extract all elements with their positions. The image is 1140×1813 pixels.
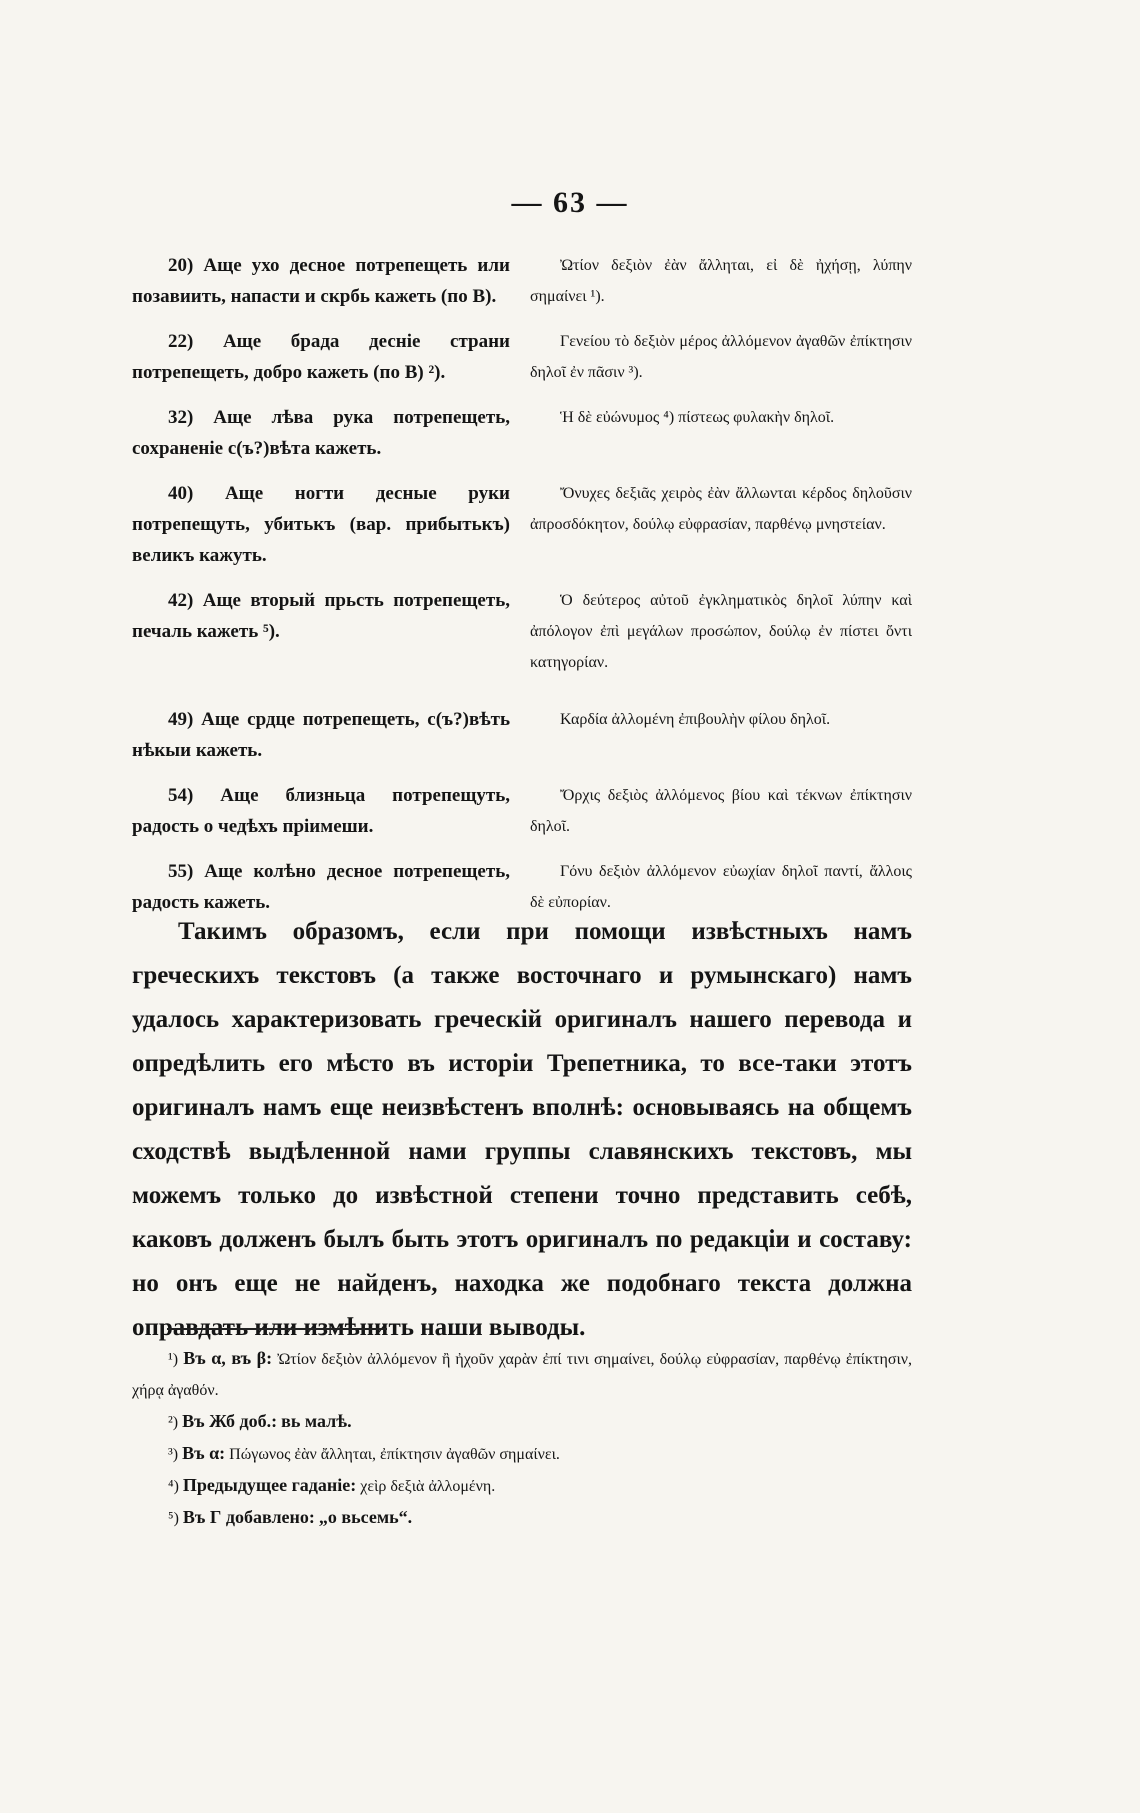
slavonic-entry: 40) Аще ногти десные руки потрепещуть, убитькъ (вар. прибытькъ) великъ кажуть. [132,483,510,566]
parallel-row [132,704,912,766]
footnote-marker: ⁴) [168,1478,179,1495]
parallel-row [132,402,912,464]
footnote-text: χεὶρ δεξιὰ ἀλλομένη. [360,1478,496,1495]
parallel-row [132,585,912,678]
footnote-lead: Въ α, въ β: [183,1348,273,1368]
greek-entry: Ἡ δὲ εὐώνυμος ⁴) πίστεως φυλακὴν δηλοῖ. [560,409,835,426]
footnote-lead: Предыдущее гаданіе: [182,1475,357,1495]
greek-entry: Καρδία ἀλλομένη ἐπιβουλὴν φίλου δηλοῖ. [560,711,831,728]
footnote-marker: ⁵) [168,1510,179,1527]
greek-entry: Ὄνυχες δεξιᾶς χειρὸς ἐὰν ἄλλωνται κέρδος δηλοῦσιν ἀπροσδόκητον, δούλῳ εὐφρασίαν, παρθένῳ μνηστείαν. [530,485,912,533]
footnote-lead: Въ Г добавлено: [182,1507,315,1527]
greek-entry: Ὠτίον δεξιὸν ἐὰν ἄλληται, εἰ δὲ ἠχήσῃ, λύπην σημαίνει ¹). [530,257,912,305]
footnotes [132,1343,912,1534]
parallel-row [132,478,912,571]
greek-entry: Γενείου τὸ δεξιὸν μέρος ἀλλόμενον ἀγαθῶν ἐπίκτησιν δηλοῖ ἐν πᾶσιν ³). [530,333,912,381]
parallel-row [132,250,912,312]
greek-entry: Ὁ δεύτερος αὐτοῦ ἐγκληματικὸς δηλοῖ λύπην καὶ ἀπόλογον ἐπὶ μεγάλων προσώπον, δούλῳ ἐν πίστει ὄντι κατηγορίαν. [530,592,912,671]
footnote-marker: ¹) [168,1351,179,1368]
footnote-text: Πώγωνος ἐὰν ἄλληται, ἐπίκτησιν ἀγαθῶν σημαίνει. [229,1446,560,1463]
footnote [132,1502,912,1534]
footnote [132,1343,912,1406]
footnote [132,1470,912,1502]
footnote-lead: Въ α: [182,1443,226,1463]
main-paragraph: Такимъ образомъ, если при помощи извѣстныхъ намъ греческихъ текстовъ (а также восточнаго и румынскаго) намъ удалось характеризовать греческій оригиналъ нашего перевода и опредѣлить его мѣсто въ исторіи Трепетника, то все-таки этотъ оригиналъ намъ еще неизвѣстенъ вполнѣ: основываясь на общемъ сходствѣ выдѣленной нами группы славянскихъ текстовъ, мы можемъ только до извѣстной степени точно представить себѣ, каковъ долженъ былъ быть этотъ оригиналъ по редакціи и составу: но онъ еще не найденъ, находка же подобнаго текста должна оправдать или измѣнить наши выводы. [132,918,912,1341]
footnote-text: вь малѣ. [281,1411,352,1431]
parallel-row [132,326,912,388]
footnote-text: „о вьсемь“. [318,1507,413,1527]
parallel-row [132,856,912,918]
parallel-row [132,780,912,842]
slavonic-entry: 42) Аще вторый прьсть потрепещеть, печаль кажеть ⁵). [132,590,510,642]
footnote-divider [167,1328,387,1330]
slavonic-entry: 22) Аще брада десніе страни потрепещеть, добро кажеть (по В) ²). [132,331,510,383]
slavonic-entry: 54) Аще близньца потрепещуть, радость о чедѣхъ пріимеши. [132,785,510,837]
page-number: — 63 — [511,186,629,219]
footnote-marker: ³) [168,1446,179,1463]
slavonic-entry: 20) Аще ухо десное потрепещеть или позавиить, напасти и скрбь кажеть (по В). [132,255,510,307]
slavonic-entry: 32) Аще лѣва рука потрепещеть, сохраненіе с(ъ?)вѣта кажеть. [132,407,510,459]
footnote-marker: ²) [168,1414,179,1431]
footnote-text: Ὠτίον δεξιὸν ἀλλόμενον ἢ ἠχοῦν χαρὰν ἐπί τινι σημαίνει, δούλῳ εὐφρασίαν, παρθένῳ ἐπίκτησιν, χήρᾳ ἀγαθόν. [132,1351,913,1399]
slavonic-entry: 55) Аще колѣно десное потрепещеть, радость кажеть. [132,861,510,913]
footnote [132,1406,912,1438]
greek-entry: Γόνυ δεξιὸν ἀλλόμενον εὐωχίαν δηλοῖ παντί, ἄλλοις δὲ εὐπορίαν. [530,863,912,911]
footnote-lead: Въ Жб доб.: [182,1411,278,1431]
greek-entry: Ὄρχις δεξιὸς ἀλλόμενος βίου καὶ τέκνων ἐπίκτησιν δηλοῖ. [530,787,912,835]
slavonic-entry: 49) Аще срдце потрепещеть, с(ъ?)вѣть нѣкыи кажеть. [132,709,510,761]
footnote [132,1438,912,1470]
parallel-text-columns [132,250,912,932]
